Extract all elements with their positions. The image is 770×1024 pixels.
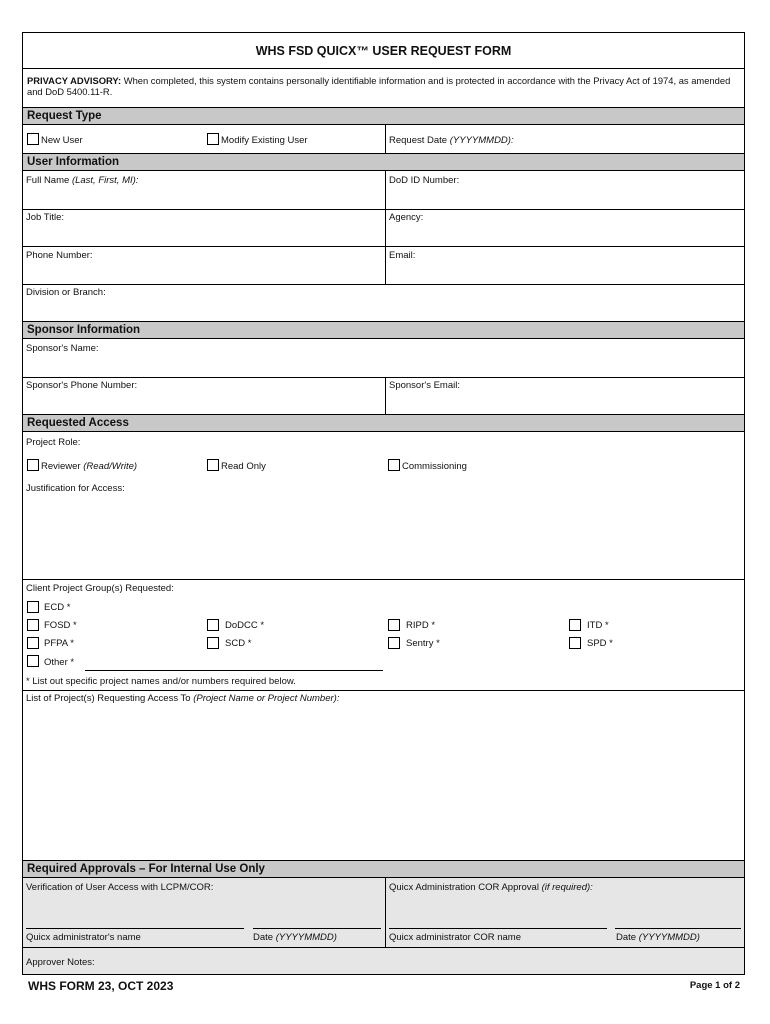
form-title: WHS FSD QUICX™ USER REQUEST FORM	[23, 33, 744, 69]
read-only-checkbox[interactable]	[207, 459, 219, 471]
itd-label: ITD *	[587, 620, 609, 631]
divider	[385, 171, 386, 284]
privacy-advisory	[27, 75, 741, 97]
project-role-label: Project Role:	[26, 437, 81, 448]
division-field[interactable]: Division or Branch:	[26, 287, 106, 298]
admin-date-line[interactable]	[253, 928, 381, 929]
other-checkbox[interactable]	[27, 655, 39, 667]
ecd-checkbox[interactable]	[27, 601, 39, 613]
form-id: WHS FORM 23, OCT 2023	[28, 979, 174, 993]
privacy-label: PRIVACY ADVISORY:	[27, 75, 122, 86]
agency-field[interactable]: Agency:	[389, 212, 424, 223]
cor-date-label: Date (YYYYMMDD)	[616, 932, 700, 943]
commissioning-checkbox[interactable]	[388, 459, 400, 471]
pfpa-checkbox[interactable]	[27, 637, 39, 649]
spd-label: SPD *	[587, 638, 613, 649]
scd-label: SCD *	[225, 638, 252, 649]
user-request-form	[22, 32, 745, 975]
fosd-checkbox[interactable]	[27, 619, 39, 631]
modify-user-label: Modify Existing User	[221, 135, 308, 146]
other-input-line[interactable]	[85, 670, 383, 671]
other-label: Other *	[44, 657, 75, 668]
section-user-information: User Information	[23, 153, 744, 171]
row-divider	[23, 377, 744, 378]
cor-name-label: Quicx administrator COR name	[389, 932, 521, 943]
row-divider	[23, 690, 744, 691]
cor-date-line[interactable]	[615, 928, 741, 929]
section-required-approvals: Required Approvals – For Internal Use Only	[23, 860, 744, 878]
new-user-checkbox[interactable]	[27, 133, 39, 145]
groups-footnote: * List out specific project names and/or numbers required below.	[26, 676, 296, 687]
spd-checkbox[interactable]	[569, 637, 581, 649]
dodcc-label: DoDCC *	[225, 620, 265, 631]
approver-notes-field[interactable]: Approver Notes:	[26, 957, 95, 968]
row-divider	[23, 284, 744, 285]
row-divider	[23, 209, 744, 210]
projects-list-field[interactable]: List of Project(s) Requesting Access To (Project Name or Project Number):	[26, 693, 340, 704]
sponsor-email-field[interactable]: Sponsor's Email:	[389, 380, 460, 391]
sponsor-name-field[interactable]: Sponsor's Name:	[26, 343, 99, 354]
admin-date-label: Date (YYYYMMDD)	[253, 932, 337, 943]
section-sponsor-information: Sponsor Information	[23, 321, 744, 339]
job-title-field[interactable]: Job Title:	[26, 212, 65, 223]
modify-user-checkbox[interactable]	[207, 133, 219, 145]
lcpm-verification-label: Verification of User Access with LCPM/COR:	[26, 882, 214, 893]
request-date-label[interactable]: Request Date (YYYYMMDD):	[389, 135, 514, 146]
admin-name-line[interactable]	[26, 928, 244, 929]
sponsor-phone-field[interactable]: Sponsor's Phone Number:	[26, 380, 138, 391]
divider	[385, 125, 386, 153]
sentry-checkbox[interactable]	[388, 637, 400, 649]
cor-name-line[interactable]	[389, 928, 607, 929]
groups-label: Client Project Group(s) Requested:	[26, 583, 174, 594]
dodcc-checkbox[interactable]	[207, 619, 219, 631]
row-divider	[23, 947, 744, 948]
reviewer-label: Reviewer (Read/Write)	[41, 461, 138, 472]
page-number: Page 1 of 2	[689, 980, 740, 991]
email-field[interactable]: Email:	[389, 250, 416, 261]
ripd-label: RIPD *	[406, 620, 436, 631]
ripd-checkbox[interactable]	[388, 619, 400, 631]
cor-approval-label: Quicx Administration COR Approval (if required):	[389, 882, 593, 893]
itd-checkbox[interactable]	[569, 619, 581, 631]
phone-field[interactable]: Phone Number:	[26, 250, 93, 261]
full-name-field[interactable]: Full Name (Last, First, MI):	[26, 175, 139, 186]
reviewer-checkbox[interactable]	[27, 459, 39, 471]
row-divider	[23, 246, 744, 247]
section-request-type: Request Type	[23, 107, 744, 125]
section-requested-access: Requested Access	[23, 414, 744, 432]
scd-checkbox[interactable]	[207, 637, 219, 649]
commissioning-label: Commissioning	[402, 461, 467, 472]
ecd-label: ECD *	[44, 602, 71, 613]
new-user-label: New User	[41, 135, 83, 146]
row-divider	[23, 579, 744, 580]
fosd-label: FOSD *	[44, 620, 77, 631]
privacy-text: When completed, this system contains personally identifiable information and is protected in accordance with the Privacy Act of 1974, as amended and DoD 5400.11-R.	[27, 75, 731, 97]
divider	[385, 878, 386, 947]
admin-name-label: Quicx administrator's name	[26, 932, 141, 943]
sentry-label: Sentry *	[406, 638, 440, 649]
dod-id-field[interactable]: DoD ID Number:	[389, 175, 460, 186]
read-only-label: Read Only	[221, 461, 266, 472]
justification-field[interactable]: Justification for Access:	[26, 483, 125, 494]
divider	[385, 377, 386, 415]
pfpa-label: PFPA *	[44, 638, 74, 649]
